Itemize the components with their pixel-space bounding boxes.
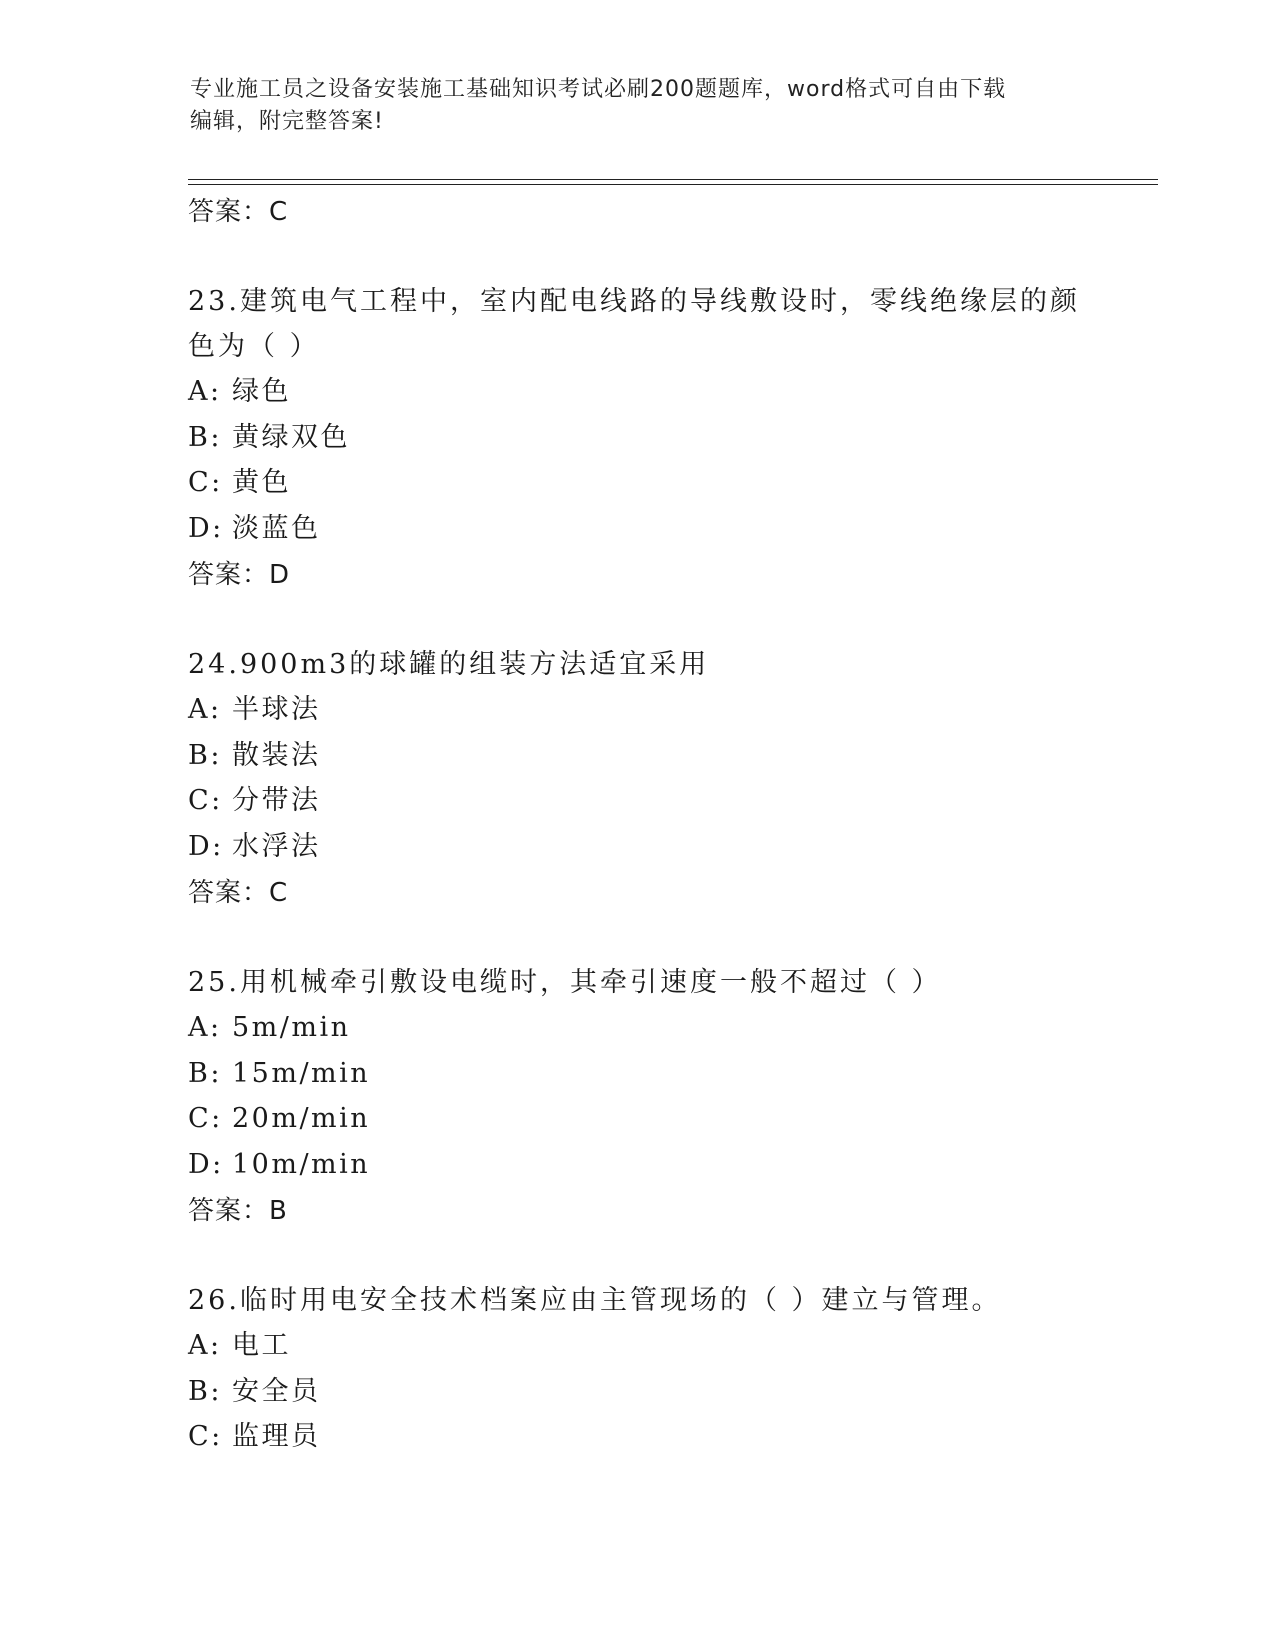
option-letter: C: [188,785,223,816]
question-list [188,192,1088,1460]
option-text: 水浮法 [232,830,321,862]
question-stem: 26.临时用电安全技术档案应由主管现场的（ ）建立与管理。 [188,1285,1002,1316]
question-block [188,1278,1088,1460]
header-line-2: 编辑，附完整答案! [190,109,384,134]
header-line-1: 专业施工员之设备安装施工基础知识考试必刷200题题库，word格式可自由下载 [190,77,1007,102]
option-letter: B: [188,1375,222,1407]
question-block [188,960,1088,1231]
answer-value: D [269,560,291,590]
option-c [188,460,1088,506]
option-c [188,1414,1088,1460]
option-a [188,369,1088,415]
header-rule-bottom [188,184,1158,185]
questions-container [188,279,1088,1460]
option-letter: C: [188,1103,223,1134]
option-letter: A: [188,1330,222,1361]
option-letter: B: [188,1057,222,1089]
option-text: 20m/min [232,1103,371,1134]
option-letter: C: [188,1421,223,1452]
answer-value: C [269,197,289,227]
option-text: 10m/min [232,1148,371,1180]
option-text: 散装法 [232,739,321,771]
option-letter: C: [188,467,223,498]
option-text: 5m/min [232,1012,351,1043]
option-letter: B: [188,421,222,453]
answer-line [188,555,1088,595]
option-c [188,1096,1088,1142]
option-d [188,1142,1088,1188]
option-text: 安全员 [232,1375,321,1407]
option-letter: A: [188,694,222,725]
answer-line [188,873,1088,913]
question-block [188,642,1088,913]
option-letter: D: [188,1148,224,1180]
option-b [188,733,1088,779]
option-text: 监理员 [232,1421,321,1452]
answer-label: 答案： [188,197,270,227]
option-text: 黄色 [232,467,291,498]
option-text: 绿色 [232,376,291,407]
answer-label: 答案： [188,560,270,590]
question-stem: 24.900m3的球罐的组装方法适宜采用 [188,649,710,680]
option-letter: D: [188,830,224,862]
option-text: 分带法 [232,785,321,816]
option-a [188,1005,1088,1051]
option-text: 15m/min [232,1057,371,1089]
option-letter: A: [188,1012,222,1043]
answer-line [188,192,1088,232]
option-b [188,1051,1088,1097]
option-text: 电工 [232,1330,291,1361]
option-c [188,778,1088,824]
answer-value: C [269,878,289,908]
question-stem: 23.建筑电气工程中，室内配电线路的导线敷设时，零线绝缘层的颜色为（ ） [188,286,1080,362]
option-b [188,1369,1088,1415]
document-header [190,74,1070,138]
answer-value: B [269,1196,288,1226]
option-letter: A: [188,376,222,407]
option-letter: B: [188,739,222,771]
option-d [188,824,1088,870]
answer-line [188,1191,1088,1231]
option-d [188,506,1088,552]
option-a [188,687,1088,733]
option-text: 半球法 [232,694,321,725]
option-b [188,415,1088,461]
question-block [188,279,1088,595]
answer-label: 答案： [188,1196,270,1226]
option-text: 淡蓝色 [232,512,321,544]
question-stem: 25.用机械牵引敷设电缆时，其牵引速度一般不超过（ ） [188,967,942,998]
option-a [188,1323,1088,1369]
option-text: 黄绿双色 [232,421,350,453]
header-rule-top [188,179,1158,180]
option-letter: D: [188,512,224,544]
answer-label: 答案： [188,878,270,908]
